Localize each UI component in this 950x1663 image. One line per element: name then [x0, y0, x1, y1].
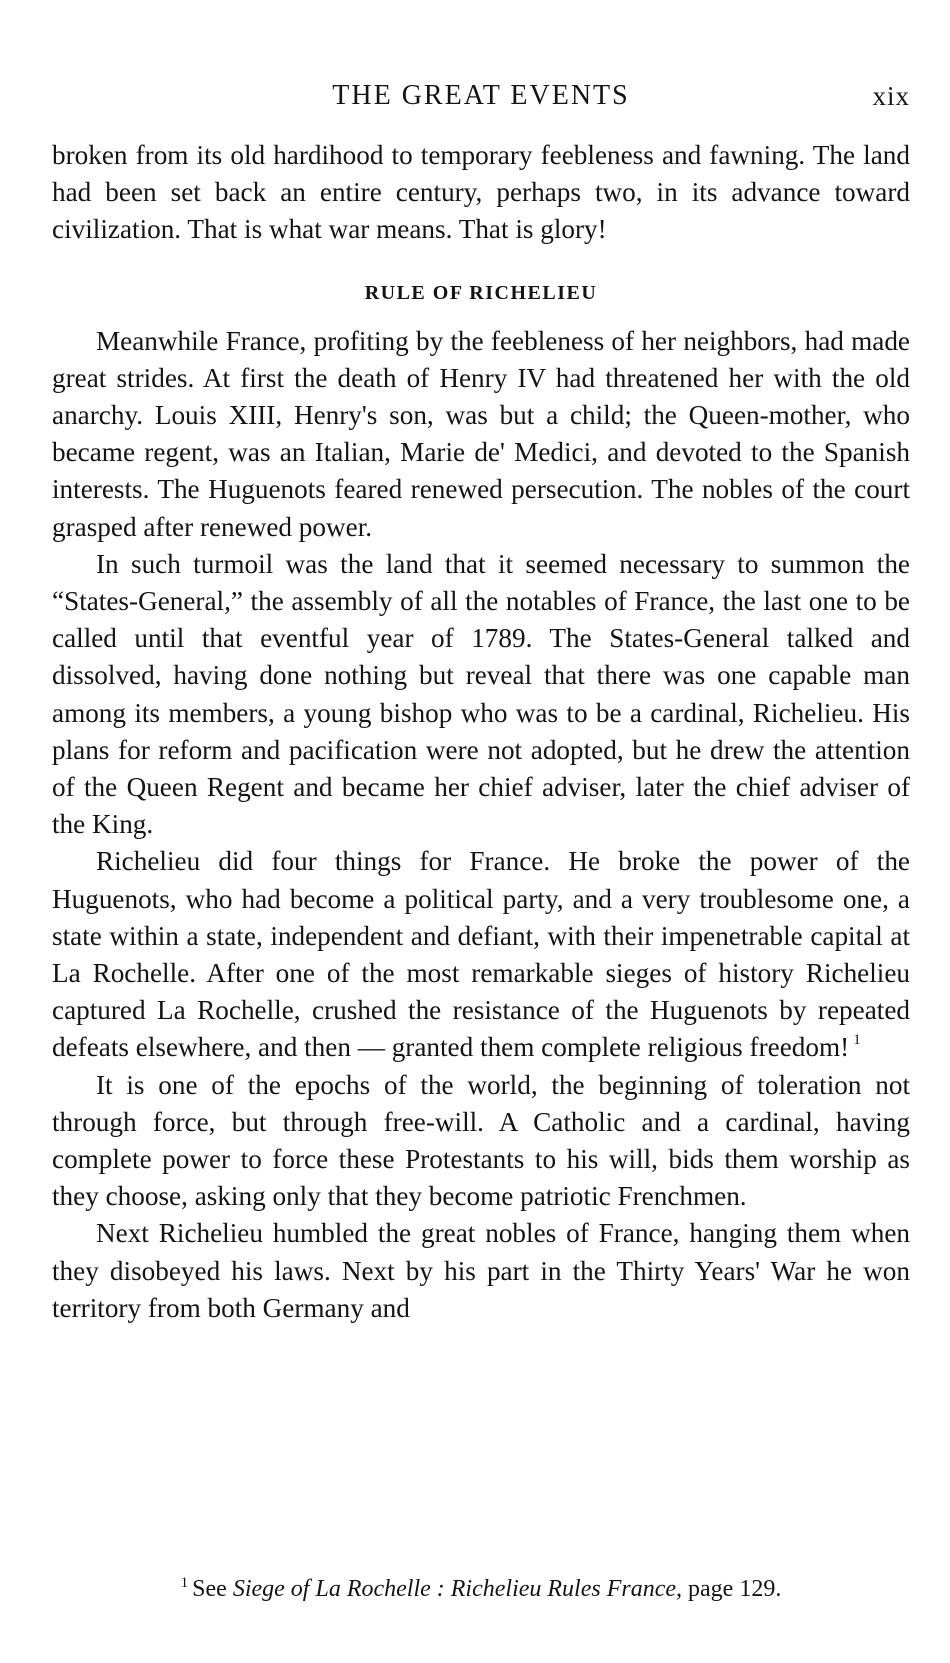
section-heading: RULE OF RICHELIEU	[364, 281, 598, 304]
paragraph-nobles: Next Richelieu humbled the great nobles of France, hanging them when they disobeyed his laws. Next by his part in the Thirty Years' War he won territory from both Germany and	[52, 1218, 910, 1323]
footnote-title: Siege of La Rochelle : Richelieu Rules France,	[232, 1576, 683, 1602]
footnote	[52, 1567, 910, 1605]
footnote-suffix: page 129.	[688, 1576, 782, 1602]
running-head	[52, 76, 910, 116]
paragraph-turmoil: In such turmoil was the land that it seemed necessary to summon the “States-General,” the assembly of all the notables of France, the last one to be called until that eventful year of 1789. The States-General talked and dissolved, having done nothing but reveal that there was one capable man among its members, a young bishop who was to be a cardinal, Richelieu. His plans for reform and pacification were not adopted, but he drew the attention of the Queen Regent and became her chief adviser, later the chief adviser of the King.	[52, 548, 910, 840]
footnote-reference[interactable]: 1	[853, 1032, 861, 1049]
footnote-mark: 1	[180, 1575, 189, 1591]
body-text	[52, 137, 910, 1327]
paragraph-meanwhile: Meanwhile France, profiting by the feebleness of her neighbors, had made great strides. At first the death of Henry IV had threatened her with the old anarchy. Louis XIII, Henry's son, was but a child; the Queen-mother, who became regent, was an Italian, Marie de' Medici, and devoted to the Spanish interests. The Huguenots feared renewed persecution. The nobles of the court grasped after renewed power.	[52, 325, 910, 542]
page-number: xix	[872, 81, 910, 111]
running-title: THE GREAT EVENTS	[332, 80, 630, 111]
paragraph-continued: broken from its old hardihood to temporary feebleness and fawning. The land had been set back an entire century, perhaps two, in its advance toward civilization. That is what war means. That is glory!	[52, 140, 910, 245]
footnote-prefix: See	[192, 1576, 227, 1602]
paragraph-four-things	[52, 843, 910, 1066]
paragraph-four-things-text: Richelieu did four things for France. He broke the power of the Huguenots, who had become a political party, and a very troublesome one, a state within a state, independent and defiant, with their impenetrable capital at La Rochelle. After one of the most remarkable sieges of history Richelieu captured La Rochelle, crushed the resistance of the Huguenots by repeated defeats elsewhere, and then — granted them complete religious freedom!	[52, 846, 910, 1063]
paragraph-epochs: It is one of the epochs of the world, the beginning of toleration not through force, but through free-will. A Catholic and a cardinal, having complete power to force these Protestants to his will, bids them worship as they choose, asking only that they become patriotic Frenchmen.	[52, 1069, 910, 1212]
